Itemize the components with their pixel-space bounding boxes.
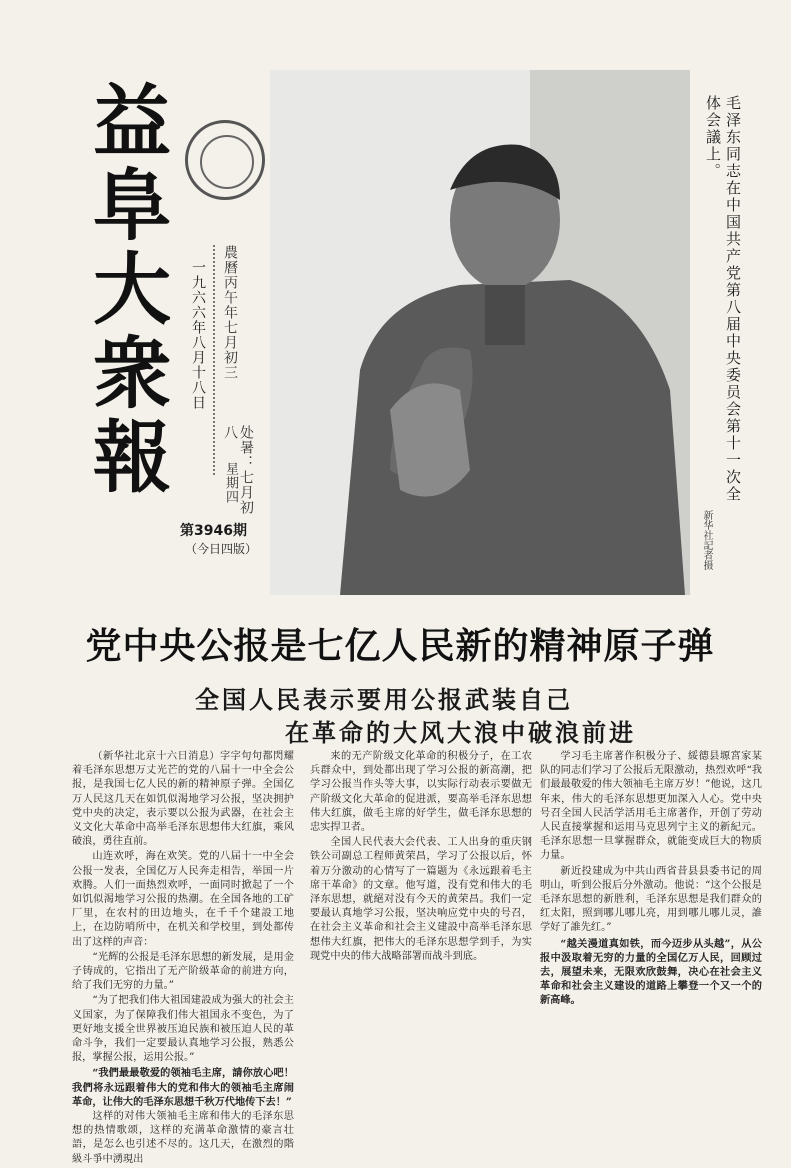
subheadline-line-1: 全国人民表示要用公报武装自己 — [195, 685, 573, 714]
article-paragraph: 山连欢呼，海在欢笑。党的八届十一中全会公报一发表，全国亿万人民奔走相告，举国一片欢腾。人们一面热烈欢呼，一面同时掀起了一个如饥似渴地学习公报的热潮。在全国各地的工矿厂里，在农村的田边地头，在千千个建設工地上，在边防哨所中，在机关和学校里，到处都传出了这样的声音： — [72, 851, 294, 948]
article-paragraph: 学习毛主席著作积极分子、綏德县塬宮家某队的同志们学习了公报后无限激动，热烈欢呼“我们最最敬爱的伟大领袖毛主席万岁！”他说，这几年来，伟大的毛泽东思想更加深入人心。党中央号召全国人民活学活用毛主席著作，开创了劳动人民直接掌握和运用马克思列宁主义的新紀元。毛泽东思想一旦掌握群众，就能变成巨大的物质力量。 — [540, 751, 762, 862]
date-lunar: 農曆丙午年七月初三 — [222, 245, 238, 380]
article-paragraph: 来的无产阶级文化革命的积极分子，在工农兵群众中，到处都出现了学习公报的新高潮，把学习公报当作头等大事，以实际行动表示要做无产阶级文化大革命的促进派，要高举毛泽东思想伟大红旗，做毛主席的好学生，做毛泽东思想的忠实捍卫者。 — [310, 751, 532, 834]
article-paragraph: “光辉的公报是毛泽东思想的新发展，是用金子铸成的，它指出了无产阶级革命的前进方向，给了我们无穷的力量。” — [72, 951, 294, 992]
headline: 党中央公报是七亿人民新的精神原子弹 — [85, 626, 715, 667]
article-paragraph: “我們最最敬爱的领袖毛主席，請你放心吧！我們将永远跟着伟大的党和伟大的领袖毛主席闹革命，让伟大的毛泽东思想千秋万代地传下去！” — [72, 1067, 294, 1108]
library-stamp-icon — [185, 120, 265, 200]
article-paragraph: 全国人民代表大会代表、工人出身的重庆钢铁公司副总工程师黄荣昌，学习了公报以后，怀着万分激动的心情写了一篇题为《永远跟着毛主席干革命》的文章。他写道，没有党和伟大的毛泽东思想，就絕对没有今天的黄荣昌。我们一定要最认真地学习公报，坚决响应党中央的号召，在社会主义革命和社会主义建設中高举毛泽东思想伟大红旗，把伟大的毛泽东思想学到手，为实现党中央的伟大战略部署而战斗到底。 — [310, 837, 532, 962]
article-column-1 — [72, 750, 294, 1168]
subheadline-line-2: 在革命的大风大浪中破浪前进 — [285, 718, 636, 747]
masthead-title: 益阜大衆報 — [80, 80, 171, 500]
front-page-photo — [270, 70, 690, 595]
issue-number: 第3946期 — [180, 523, 247, 539]
article-paragraph: “越关漫道真如铁，而今迈步从头越”，从公报中汲取着无穷的力量的全国亿万人民，回顾过去，展望未来，无限欢欣鼓舞，决心在社会主义革命和社会主义建设的道路上攀登一个又一个的新高峰。 — [540, 937, 762, 1007]
article-column-2 — [310, 750, 532, 965]
photo-caption: 毛泽东同志在中国共产党第八届中央委员会第十一次全体会議上。 — [704, 95, 742, 503]
article-paragraph: 这样的对伟大领袖毛主席和伟大的毛泽东思想的热情歌颂，这样的充满革命激情的豪言壮語，是怎么也引述不尽的。这几天，在激烈的階級斗爭中湧現出 — [72, 1111, 294, 1165]
date-jieqi: 处暑：七月初八 — [222, 425, 254, 515]
page-count: （今日四版） — [185, 542, 258, 556]
dateline-divider — [213, 245, 215, 475]
article-paragraph: （新华社北京十六日消息）字字句句都閃耀着毛泽东思想万丈光芒的党的八届十一中全会公报，是我国七亿人民的新的精神原子弹。全国亿万人民这几天在如饥似渴地学习公报，坚决拥护党中央的决定，表示要以公报为武器，在社会主义文化大革命中高举毛泽东思想伟大红旗，乘风破浪，勇往直前。 — [72, 751, 294, 848]
article-column-3 — [540, 750, 762, 1009]
portrait-photo-icon — [270, 70, 690, 595]
photo-credit: 新华社記者摄 — [701, 510, 712, 570]
date-western: 一九六六年八月十八日 — [190, 260, 206, 410]
weekday: 星期四 — [223, 462, 238, 504]
article-paragraph: 新近投建成为中共山西省昔县县委书记的周明山，听到公报后分外激动。他说：“这个公报是毛泽东思想的新胜利，毛泽东思想是我们群众的红太阳，照到哪儿哪儿亮，用到哪儿哪儿灵，誰学好了誰先红。” — [540, 865, 762, 934]
article-paragraph: “为了把我们伟大祖国建設成为强大的社会主义国家，为了保障我们伟大祖国永不变色，为了更好地支援全世界被压迫民族和被压迫人民的革命斗争，我们一定要最认真地学习公报，熟悉公报，掌握公报，运用公报。” — [72, 995, 294, 1064]
